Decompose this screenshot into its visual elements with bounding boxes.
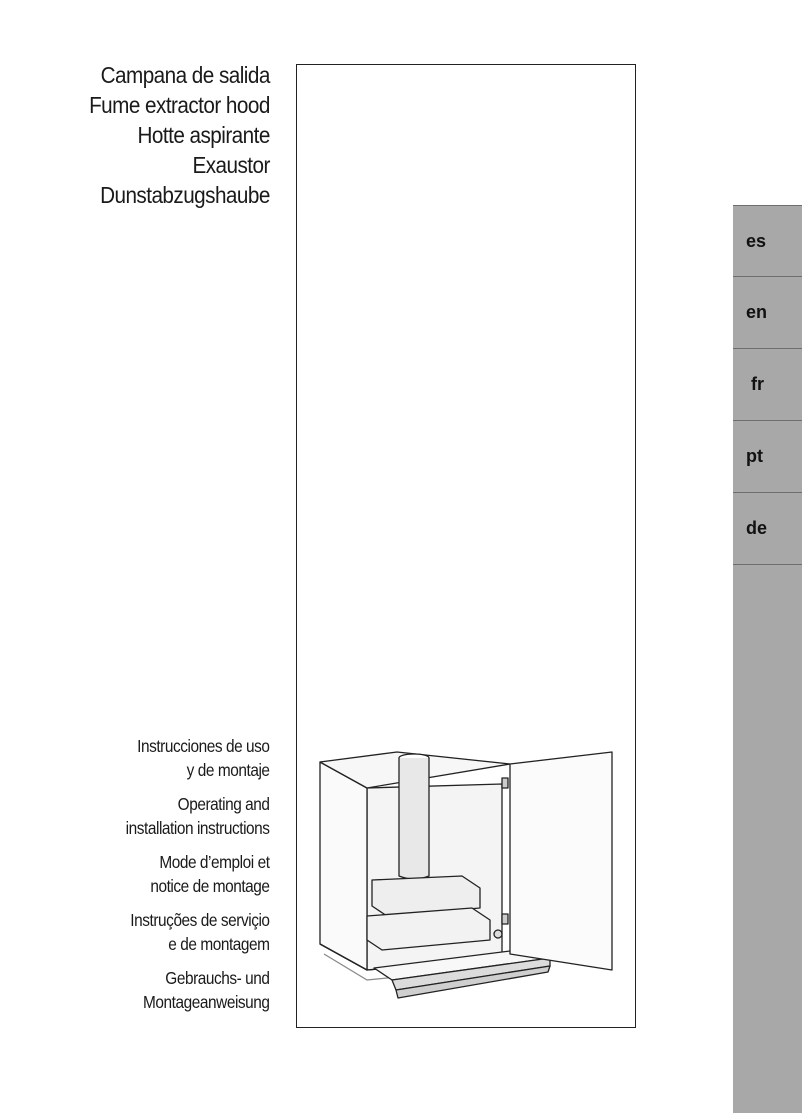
instructions-pt-line2: e de montagem [168, 934, 270, 954]
instructions-es-line1: Instrucciones de uso [137, 736, 270, 756]
fume-extractor-hood-cabinet-icon [312, 748, 622, 1018]
instructions-en-line2: installation instructions [126, 818, 270, 838]
title-en: Fume extractor hood [89, 92, 270, 118]
instructions-de-line2: Montageanweisung [143, 992, 270, 1012]
instructions-es [126, 734, 270, 782]
instructions-fr [126, 850, 270, 898]
instructions-en [126, 792, 270, 840]
language-tab-fr[interactable] [733, 349, 802, 421]
instructions-en-line1: Operating and [178, 794, 270, 814]
language-tab-label: de [746, 518, 768, 538]
language-tab-label: fr [751, 374, 764, 394]
instructions-de-line1: Gebrauchs- und [165, 968, 270, 988]
instructions-list [126, 734, 270, 1024]
instructions-es-line2: y de montaje [187, 760, 270, 780]
instructions-fr-line2: notice de montage [150, 876, 270, 896]
language-tab-pt[interactable] [733, 421, 802, 493]
language-tab-label: pt [746, 446, 763, 466]
title-es: Campana de salida [100, 62, 271, 88]
instructions-pt [126, 908, 270, 956]
language-sidebar [733, 205, 802, 1113]
language-tab-en[interactable] [733, 277, 802, 349]
instructions-pt-line1: Instruções de serviçio [130, 910, 270, 930]
instructions-fr-line1: Mode d’emploi et [159, 852, 270, 872]
language-tab-de[interactable] [733, 493, 802, 565]
title-de: Dunstabzugshaube [100, 182, 271, 208]
language-tab-label: es [746, 230, 767, 251]
language-tab-es[interactable] [733, 205, 802, 277]
title-fr: Hotte aspirante [137, 122, 270, 148]
instructions-de [126, 966, 270, 1014]
language-tab-label: en [746, 302, 768, 322]
title-pt: Exaustor [192, 152, 270, 178]
product-titles [89, 60, 270, 210]
